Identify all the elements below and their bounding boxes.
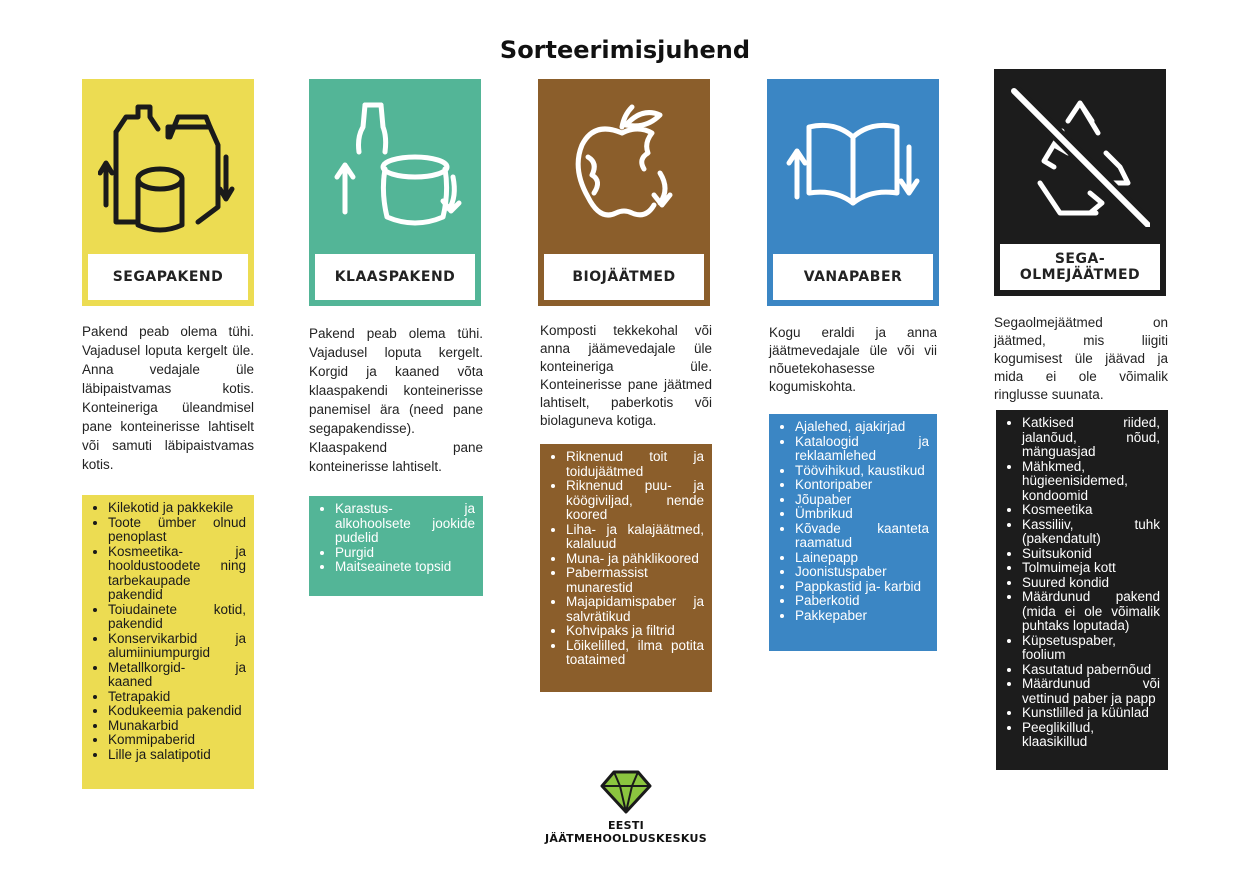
card-vanapaber [767, 79, 939, 306]
list-item: • Peeglikillud, klaasikillud [1022, 721, 1160, 750]
card-label: KLAASPAKEND [315, 254, 475, 300]
list-item: • Konservikarbid ja alumiiniumpurgid [108, 632, 246, 661]
list-item: • Kunstlilled ja küünlad [1022, 706, 1160, 721]
list-item: • Lille ja salatipotid [108, 748, 246, 763]
list-item: • Katkised riided, jalanõud, nõud, mänguasjad [1022, 416, 1160, 460]
card-description: Komposti tekkekohal või anna jäämevedajale üle konteineriga üle. Konteinerisse pane jäätmed lahtiselt, paberkotis või biolaguneva kotiga. [540, 323, 712, 428]
list-item: • Tolmuimeja kott [1022, 561, 1160, 576]
list-item: • Purgid [335, 546, 475, 561]
item-list [769, 414, 937, 651]
logo-text-line1: EESTI [607, 819, 645, 832]
card-label [1000, 244, 1160, 290]
list-item: • Kasutatud pabernõud [1022, 663, 1160, 678]
list-item: • Riknenud puu- ja köögiviljad, nende koored [566, 479, 704, 523]
card-label: VANAPABER [773, 254, 933, 300]
list-item: • Lainepapp [795, 551, 929, 566]
open-book-icon [783, 97, 923, 237]
list-item: • Metallkorgid- ja kaaned [108, 661, 246, 690]
list-item: • Toiudainete kotid, pakendid [108, 603, 246, 632]
card-description: Kogu eraldi ja anna jäätmevedajale üle või vii nõuetekohasesse kogumiskohta. [769, 325, 937, 394]
list-item: • Paberkotid [795, 594, 929, 609]
apple-core-icon [554, 97, 694, 237]
list-item: • Määrdunud pakend (mida ei ole võimalik puhtaks loputada) [1022, 590, 1160, 634]
diamond-logo-icon [600, 770, 652, 814]
item-list [82, 495, 254, 789]
list-item: • Kataloogid ja reklaamlehed [795, 435, 929, 464]
card-description: Pakend peab olema tühi. Vajadusel loputa kergelt üle. Anna vedajale üle läbipaistvamas kotis. Konteineriga üleandmisel pane konteinerisse lahtiselt või samuti läbipaistvamas kotis. [82, 324, 254, 472]
list-item: • Kontoripaber [795, 478, 929, 493]
crossed-recycling-icon [1010, 87, 1150, 227]
list-item: • Pabermassist munarestid [566, 566, 704, 595]
list-item: • Kommipaberid [108, 733, 246, 748]
card-description: Pakend peab olema tühi. Vajadusel loputa kergelt. Korgid ja kaaned võta klaaspakendi konteinerisse panemisel ära (need pane segapakendisse). Klaaspakend pane konteinerisse lahtiselt. [309, 326, 483, 474]
card-biojaatmed [538, 79, 710, 306]
list-item: • Ajalehed, ajakirjad [795, 420, 929, 435]
list-item: • Kõvade kaanteta raamatud [795, 522, 929, 551]
list-item: • Pakkepaber [795, 609, 929, 624]
list-item: • Suured kondid [1022, 576, 1160, 591]
list-item: • Tetrapakid [108, 690, 246, 705]
item-list [309, 496, 483, 596]
list-item: • Kohvipaks ja filtrid [566, 624, 704, 639]
list-item: • Kilekotid ja pakkekile [108, 501, 246, 516]
item-list [540, 444, 712, 692]
list-item: • Joonistuspaber [795, 565, 929, 580]
list-item: • Riknenud toit ja toidujäätmed [566, 450, 704, 479]
packaging-icon [98, 97, 238, 237]
list-item: • Suitsukonid [1022, 547, 1160, 562]
list-item: • Kosmeetika [1022, 503, 1160, 518]
list-item: • Maitseainete topsid [335, 560, 475, 575]
card-segaolmejaatmed [994, 69, 1166, 296]
card-label-line: SEGA- [1054, 251, 1106, 267]
organization-logo [540, 770, 712, 845]
card-label: SEGAPAKEND [88, 254, 248, 300]
card-segapakend [82, 79, 254, 306]
card-description: Segaolmejäätmed on jäätmed, mis liigiti kogumisest üle jäävad ja mida ei ole võimalik ringlusse suunata. [994, 315, 1168, 402]
list-item: • Kosmeetika- ja hooldustoodete ning tarbekaupade pakendid [108, 545, 246, 603]
card-klaaspakend [309, 79, 481, 306]
list-item: • Ümbrikud [795, 507, 929, 522]
list-item: • Kassiliiv, tuhk (pakendatult) [1022, 518, 1160, 547]
item-list [996, 410, 1168, 770]
list-item: • Toote ümber olnud penoplast [108, 516, 246, 545]
list-item: • Kodukeemia pakendid [108, 704, 246, 719]
logo-text-line2: JÄÄTMEHOOLDUSKESKUS [545, 832, 707, 845]
list-item: • Mähkmed, hügieenisidemed, kondoomid [1022, 460, 1160, 504]
list-item: • Lõikelilled, ilma potita toataimed [566, 639, 704, 668]
list-item: • Karastus- ja alkohoolsete jookide pudelid [335, 502, 475, 546]
list-item: • Majapidamispaber ja salvrätikud [566, 595, 704, 624]
card-label: BIOJÄÄTMED [544, 254, 704, 300]
card-label-line: OLMEJÄÄTMED [1019, 267, 1141, 283]
list-item: • Jõupaber [795, 493, 929, 508]
list-item: • Töövihikud, kaustikud [795, 464, 929, 479]
glass-jar-icon [325, 97, 465, 237]
list-item: • Muna- ja pähklikoored [566, 552, 704, 567]
list-item: • Määrdunud või vettinud paber ja papp [1022, 677, 1160, 706]
list-item: • Pappkastid ja- karbid [795, 580, 929, 595]
page-title: Sorteerimisjuhend [499, 36, 751, 64]
list-item: • Küpsetuspaber, foolium [1022, 634, 1160, 663]
list-item: • Munakarbid [108, 719, 246, 734]
list-item: • Liha- ja kalajäätmed, kalaluud [566, 523, 704, 552]
